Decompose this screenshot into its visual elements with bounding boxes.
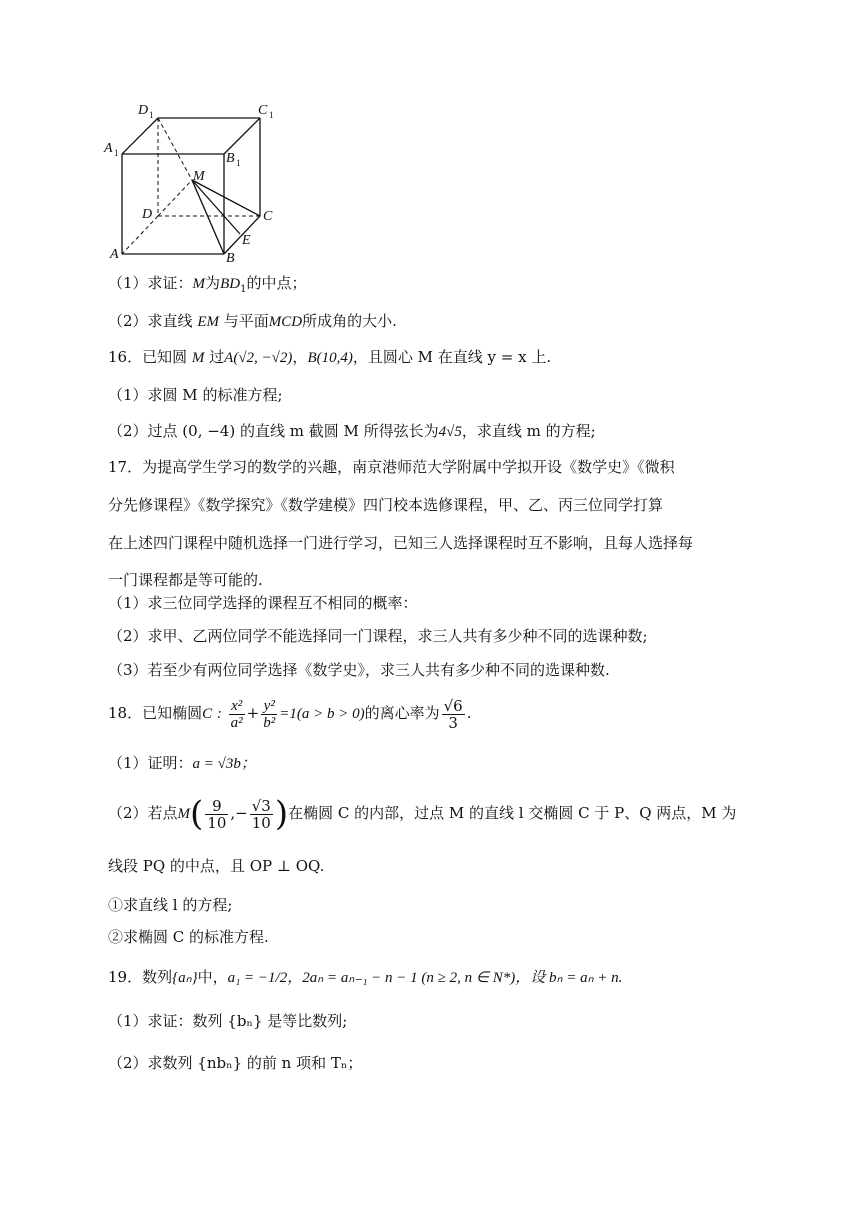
q18-part2-line2: 线段 PQ 的中点，且 OP ⊥ OQ. bbox=[108, 857, 325, 875]
q15-part1: （1）求证：M为$BD_1$的中点； bbox=[108, 274, 307, 295]
cube-figure bbox=[100, 96, 290, 266]
q17-part2: （2）求甲、乙两位同学不能选择同一门课程，求三人共有多少种不同的选课种数; bbox=[108, 627, 648, 645]
q19-part1: （1）求证：数列 {bₙ} 是等比数列; bbox=[108, 1012, 348, 1030]
q17-line4: 一门课程都是等可能的. bbox=[108, 571, 263, 589]
q17-part1: （1）求三位同学选择的课程互不相同的概率： bbox=[108, 594, 418, 612]
label-M: M bbox=[193, 169, 205, 184]
q18-stem: 18．已知椭圆C : $\frac{\text{x²}}{\text{a²}}$ + $\frac{\text{y²}}{\text{b²}}$ =1(a > b > 0)的离心率为 $\frac{√6}{3}$ . bbox=[108, 696, 472, 732]
label-A1: A bbox=[104, 141, 113, 156]
svg-text:1: 1 bbox=[269, 110, 274, 120]
label-C: C bbox=[263, 209, 273, 224]
q17-line1: 17．为提高学生学习的数学的兴趣，南京港师范大学附属中学拟开设《数学史》《微积 bbox=[108, 458, 675, 476]
q18-part2: （2）若点M( $\frac{9}{10}$ ,− $\frac{√3}{10}$ )在椭圆 C 的内部，过点 M 的直线 l 交椭圆 C 于 P、Q 两点，M 为 bbox=[108, 794, 737, 834]
label-A: A bbox=[110, 247, 119, 262]
label-B1: B bbox=[226, 151, 235, 166]
label-D: D bbox=[142, 207, 153, 222]
q16-stem: 16．已知圆 M 过A(√2, −√2)，B(10,4)，且圆心 M 在直线 y = x 上. bbox=[108, 348, 552, 366]
q18-part1: （1）证明：a = √3b； bbox=[108, 754, 256, 772]
q17-part3: （3）若至少有两位同学选择《数学史》，求三人共有多少种不同的选课种数. bbox=[108, 661, 610, 679]
label-D1: D bbox=[138, 103, 149, 118]
q16-part2: （2）过点 (0, −4) 的直线 m 截圆 M 所得弦长为4√5，求直线 m 的方程; bbox=[108, 422, 596, 440]
label-C1: C bbox=[258, 103, 268, 118]
q16-part1: （1）求圆 M 的标准方程; bbox=[108, 386, 283, 404]
q19-part2: （2）求数列 {nbₙ} 的前 n 项和 Tₙ； bbox=[108, 1054, 363, 1072]
q17-line2: 分先修课程》《数学探究》《数学建模》四门校本选修课程，甲、乙、丙三位同学打算 bbox=[108, 496, 664, 514]
q19-stem: 19．数列{aₙ}中，a₁ = −1/2，2aₙ = aₙ₋₁ − n − 1 (n ≥ 2, n ∈ N*)，设 bₙ = aₙ + n. bbox=[108, 968, 623, 986]
label-E: E bbox=[242, 233, 251, 248]
svg-text:1: 1 bbox=[149, 110, 154, 120]
label-B: B bbox=[226, 251, 235, 266]
svg-text:1: 1 bbox=[236, 158, 241, 168]
svg-text:1: 1 bbox=[114, 148, 119, 158]
q15-part2: （2）求直线 EM 与平面MCD所成角的大小. bbox=[108, 312, 397, 330]
q17-line3: 在上述四门课程中随机选择一门进行学习，已知三人选择课程时互不影响，且每人选择每 bbox=[108, 534, 694, 552]
q18-sub1: ①求直线 l 的方程; bbox=[108, 896, 233, 914]
q18-sub2: ②求椭圆 C 的标准方程. bbox=[108, 928, 269, 946]
